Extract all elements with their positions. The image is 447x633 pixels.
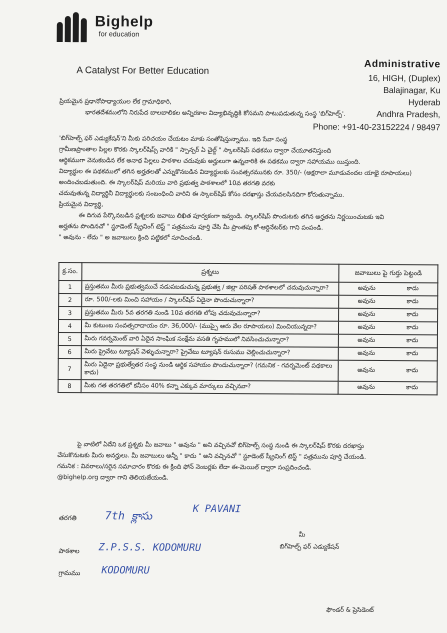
village-label: గ్రామము bbox=[58, 569, 81, 578]
answer-no[interactable]: కాదు bbox=[406, 298, 419, 306]
table-header-row bbox=[59, 262, 438, 282]
table-row bbox=[58, 379, 437, 394]
answer-no[interactable]: కాదు bbox=[406, 337, 419, 345]
answer-no[interactable]: కాదు bbox=[406, 324, 419, 332]
body-line: చదువుతున్న విద్యార్థినీ విద్యార్థులకు సంబంధించి వారిని ఈ స్కాలర్‌షిప్ కోసం దరఖాస్తు చేయవలసినదిగా కోరుతున్నాము. bbox=[58, 189, 345, 199]
answer-yes[interactable]: అవును bbox=[357, 297, 376, 305]
brand-subtitle: for education bbox=[98, 31, 140, 39]
address-heading: Administrative bbox=[364, 58, 441, 71]
class-value-handwritten[interactable]: 7th క్లాసు bbox=[104, 509, 153, 523]
question-text: మీరు ప్రైవేటు ట్యూషన్ వెళ్ళుచున్నారా? ప్రైవేటు ట్యూషన్ రుసుము చెల్లించుచున్నారా? bbox=[81, 346, 338, 361]
row-number: 8 bbox=[58, 379, 81, 392]
question-text: మీ కుటుంబ సంవత్సరాదాయం రూ. 36,000/- (ముప్పై ఆరు వేల రూపాయలు) మించియున్నదా? bbox=[81, 320, 338, 335]
instructions-after-table bbox=[57, 439, 435, 485]
village-value-handwritten[interactable]: KODOMURU bbox=[101, 565, 150, 577]
answer-yes[interactable]: అవును bbox=[357, 349, 376, 357]
row-number: 6 bbox=[58, 345, 81, 358]
instruction-line: పై వాటిలో ఏదేని ఒక ప్రశ్నకు మీ జవాబు " అవును " అని వచ్చినచో బిగ్‌హెల్ప్ సంస్థ నుండి ఈ స్కాలర్‌షిప్ కొరకు దరఖాస్తు bbox=[77, 441, 365, 450]
body-line: ఆర్థికముగా వెనుకబడిన లేక అనాథ పిల్లలు పాఠశాల చదువుకు అర్హులుగా ఉన్నవారికి ఈ పథకము ద్వారా సహాయము యిస్తుంది. bbox=[58, 156, 361, 166]
answer-yes[interactable]: అవును bbox=[357, 310, 376, 318]
body-line: ప్రియమైన విద్యార్థి, bbox=[58, 200, 104, 209]
question-text: మీకు గత తరగతిలో కనీసం 40% కన్నా ఎక్కువ మార్కులు వచ్చినవా? bbox=[81, 380, 338, 395]
salutation bbox=[59, 96, 346, 120]
table-row bbox=[58, 358, 437, 381]
screening-questions-table bbox=[58, 262, 439, 395]
row-number: 4 bbox=[58, 319, 81, 332]
address-line: Balajinagar, Ku bbox=[383, 84, 441, 96]
body-line: గ్రామీణప్రాంతాల పిల్లల కొరకు స్కాలర్‌షిప్స్ వారికి " స్పాన్సర్ ఏ చైల్డ్ " స్కాలర్‌షిప్ పథకము ద్వారా చేయూతనిస్తుంది bbox=[59, 145, 332, 155]
address-line: Andhra Pradesh, bbox=[376, 108, 441, 120]
body-line: అందించబడుతుంది. ఈ స్కాలర్‌షిప్ మరియు వారి ప్రభుత్వ పాఠశాలలో 10వ తరగతి వరకు bbox=[58, 178, 276, 188]
bighelp-logo-icon bbox=[57, 12, 91, 42]
question-text: మీరు ఏదైనా ప్రభుత్వేతర సంస్థ నుండి ఆర్థిక సహాయం పొందుచున్నారా? (గమనిక - గవర్నమెంట్ పథకాలు కాదు) bbox=[81, 359, 339, 382]
signoff-title: ఫౌండర్ & ప్రెసిడెంట్ bbox=[326, 606, 374, 614]
question-text: ప్రస్తుతము మీరు 5వ తరగతి నుండి 10వ తరగతి లోపు చదువుచున్నారా? bbox=[81, 307, 338, 322]
column-header-serial: క్ర.సం. bbox=[59, 262, 82, 280]
row-number: 5 bbox=[58, 332, 81, 345]
brand-name: Bighelp bbox=[94, 13, 154, 31]
row-number: 7 bbox=[58, 358, 81, 379]
answer-no[interactable]: కాదు bbox=[406, 285, 419, 293]
signoff-line: మీ bbox=[298, 531, 306, 539]
address-line: 16, HIGH, (Duplex) bbox=[368, 72, 441, 84]
question-text: మీరు గవర్నమెంట్ వారి ఏదైన సాంఘిక సంక్షేమ వసతి గృహములో నివసించుచున్నారా? bbox=[81, 333, 338, 348]
instruction-line: @bighelp.org ద్వారా గాని తెలియజేయండి. bbox=[57, 473, 169, 482]
school-label: పాఠశాల bbox=[58, 547, 80, 556]
body-line: 'బిగ్‌హెల్ప్ ఫర్ ఎడ్యుకేషన్'ని మీకు పరిచయం చేయటం మాకు సంతోషిస్తున్నాము. ఇది సేవా సంస్థ bbox=[59, 134, 288, 144]
instruction-line: చేసుకొనుటకు మీరు అనర్హులు. మీ జవాబులు అన్నీ " కాదు " అని వచ్చినచో " స్టూడెంట్ స్క్రీనింగ్ టెస్ట్ " పత్రమును పూర్తి చేయండి. bbox=[57, 451, 367, 461]
answer-no[interactable]: కాదు bbox=[406, 367, 419, 375]
row-number: 2 bbox=[59, 293, 82, 306]
answer-no[interactable]: కాదు bbox=[406, 350, 419, 358]
answer-yes[interactable]: అవును bbox=[357, 383, 375, 391]
answer-yes[interactable]: అవును bbox=[357, 366, 376, 374]
letter-body bbox=[59, 133, 438, 245]
body-line: అర్హతను పొందినచో " స్టూడెంట్ స్క్రీనింగ్ టెస్ట్ " పత్రమును పూర్తి చేసి మీ ప్రాంతపు కో-ఆర్డినేటర్‌కు గాని పంపండి. bbox=[58, 222, 324, 232]
column-header-answer: జవాబులు పై గుర్తు పెట్టండి bbox=[339, 264, 438, 283]
answer-yes[interactable]: అవును bbox=[357, 336, 376, 344]
phone-line: Phone: +91-40-23152224 / 98497 bbox=[312, 121, 441, 133]
question-text: ప్రస్తుతము మీరు ప్రభుత్వముచే నడుపబడుచున్న ప్రభుత్వ / జిల్లా పరిషత్ పాఠశాలలో చదువుచున్నారా? bbox=[81, 281, 338, 296]
body-line: " అవును - లేదు " అ జవాబులు క్రింది పట్టికలో సూచించండి. bbox=[58, 233, 203, 242]
row-number: 1 bbox=[59, 280, 82, 293]
instruction-line: గమనిక : వివరాలు/సరైన సమాచారం కొరకు ఈ క్రింది ఫోన్ నెంబర్లకు లేదా ఈ-మెయిల్ ద్వారా సంప్రదించండి. bbox=[57, 462, 312, 472]
body-line: ఈ దిగువ పేర్కొనబడిన ప్రశ్నలకు జవాబు లిఖిత పూర్వకంగా ఇవ్వండి. స్కాలర్‌షిప్ పొందుటకు తగిన అర్హతను నిర్ణయించుటకు ఇవి bbox=[78, 212, 385, 221]
column-header-question: ప్రశ్నలు bbox=[81, 263, 338, 283]
row-number: 3 bbox=[59, 306, 82, 319]
student-name-handwritten[interactable]: K PAVANI bbox=[192, 503, 242, 516]
answer-yes[interactable]: అవును bbox=[357, 323, 376, 331]
salutation-line: భారతదేశములోని నిరుపేద బాలబాలికల అన్నిరకాల విద్యాభివృద్ధికి కోసమని పాటుపడుతున్న సంస్థ 'బిగ్‌హెల్ప్'. bbox=[85, 109, 346, 118]
answer-no[interactable]: కాదు bbox=[406, 311, 419, 319]
answer-yes[interactable]: అవును bbox=[357, 284, 376, 292]
address-line: Hyderab bbox=[408, 97, 441, 108]
salutation-line: ప్రియమైన ప్రధానోపాధ్యాయుల లేక గ్రామాధికారి, bbox=[59, 97, 172, 106]
question-text: రూ. 500/-లకు మించి సహాయం / స్కాలర్‌షిప్ ఏదైనా పొందుచున్నారా? bbox=[81, 294, 338, 309]
signoff-org: బిగ్‌హెల్ప్ ఫర్ ఎడ్యుకేషన్ bbox=[279, 543, 340, 551]
school-value-handwritten[interactable]: Z.P.S.S. KODOMURU bbox=[98, 542, 202, 554]
tagline: A Catalyst For Better Education bbox=[76, 65, 210, 77]
class-label: తరగతి bbox=[58, 514, 77, 523]
answer-no[interactable]: కాదు bbox=[406, 384, 419, 392]
body-line: విద్యార్థుల ఈ పథకములో తగిన అర్హతలతో ఎన్నుకొనబడిన విద్యార్థులకు సంవత్సరమునకు రూ. 350/- (అక్షరాలా మూడువందల యాభై రూపాయలు) bbox=[58, 167, 412, 178]
